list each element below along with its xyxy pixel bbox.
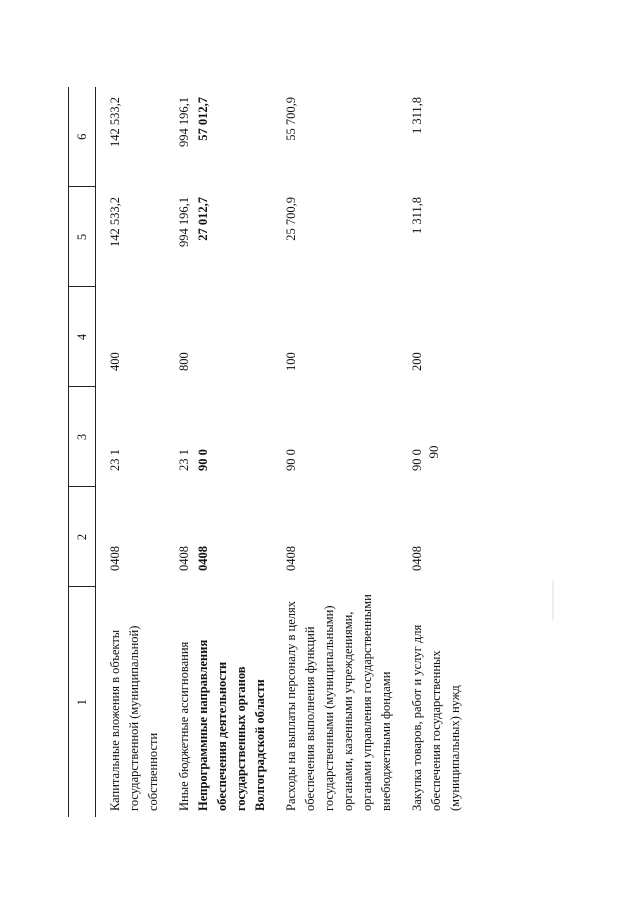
table-row xyxy=(163,87,194,817)
row-col6: 57 012,7 xyxy=(196,97,210,141)
rotated-table-wrapper xyxy=(68,87,598,817)
row-name: Капитальные вложения в объекты государственной (муниципальной) собственности xyxy=(108,625,160,811)
row-section: 0408 xyxy=(196,546,210,571)
header-col-5: 5 xyxy=(69,187,96,287)
row-target: 23 1 xyxy=(108,449,122,471)
row-name: Непрограммные направления обеспечения деятельности государственных органов Волгоградской области xyxy=(196,639,267,811)
header-col-2: 2 xyxy=(69,487,96,587)
header-row xyxy=(69,87,96,817)
row-col5: 142 533,2 xyxy=(108,197,122,247)
row-type: 800 xyxy=(177,352,191,371)
row-type: 400 xyxy=(108,352,122,371)
row-col6: 142 533,2 xyxy=(108,97,122,147)
budget-table xyxy=(68,87,465,817)
row-name: Закупка товаров, работ и услуг для обеспечения государственных (муниципальных) нужд xyxy=(410,624,462,811)
row-section: 0408 xyxy=(410,546,424,571)
row-col5: 27 012,7 xyxy=(196,197,210,241)
row-col5: 994 196,1 xyxy=(177,197,191,247)
row-type: 200 xyxy=(410,352,424,371)
row-col6: 994 196,1 xyxy=(177,97,191,147)
row-col5: 25 700,9 xyxy=(284,197,298,241)
row-col5: 1 311,8 xyxy=(410,197,424,235)
header-col-1: 1 xyxy=(69,587,96,817)
row-type xyxy=(194,287,270,387)
row-section: 0408 xyxy=(177,546,191,571)
header-col-6: 6 xyxy=(69,87,96,187)
table-row xyxy=(270,87,396,817)
table-row xyxy=(96,87,164,817)
faint-divider xyxy=(553,581,554,621)
row-section: 0408 xyxy=(108,546,122,571)
row-target: 23 1 xyxy=(177,449,191,471)
row-section: 0408 xyxy=(284,546,298,571)
header-col-4: 4 xyxy=(69,287,96,387)
row-col6: 1 311,8 xyxy=(410,97,424,135)
row-col6: 55 700,9 xyxy=(284,97,298,141)
row-target: 90 0 xyxy=(284,449,298,471)
table-row xyxy=(396,87,465,817)
row-target: 90 0 xyxy=(410,449,424,471)
table-row xyxy=(194,87,270,817)
page-number: 90 xyxy=(426,445,441,459)
row-type: 100 xyxy=(284,352,298,371)
row-name: Расходы на выплаты персоналу в целях обеспечения выполнения функций государственными (муниципальными) органами, казенными учреждениями, органами управления государственными внебюджетными фондами xyxy=(284,594,393,811)
row-name: Иные бюджетные ассигнования xyxy=(177,641,191,811)
row-target: 90 0 xyxy=(196,449,210,471)
header-col-3: 3 xyxy=(69,387,96,487)
